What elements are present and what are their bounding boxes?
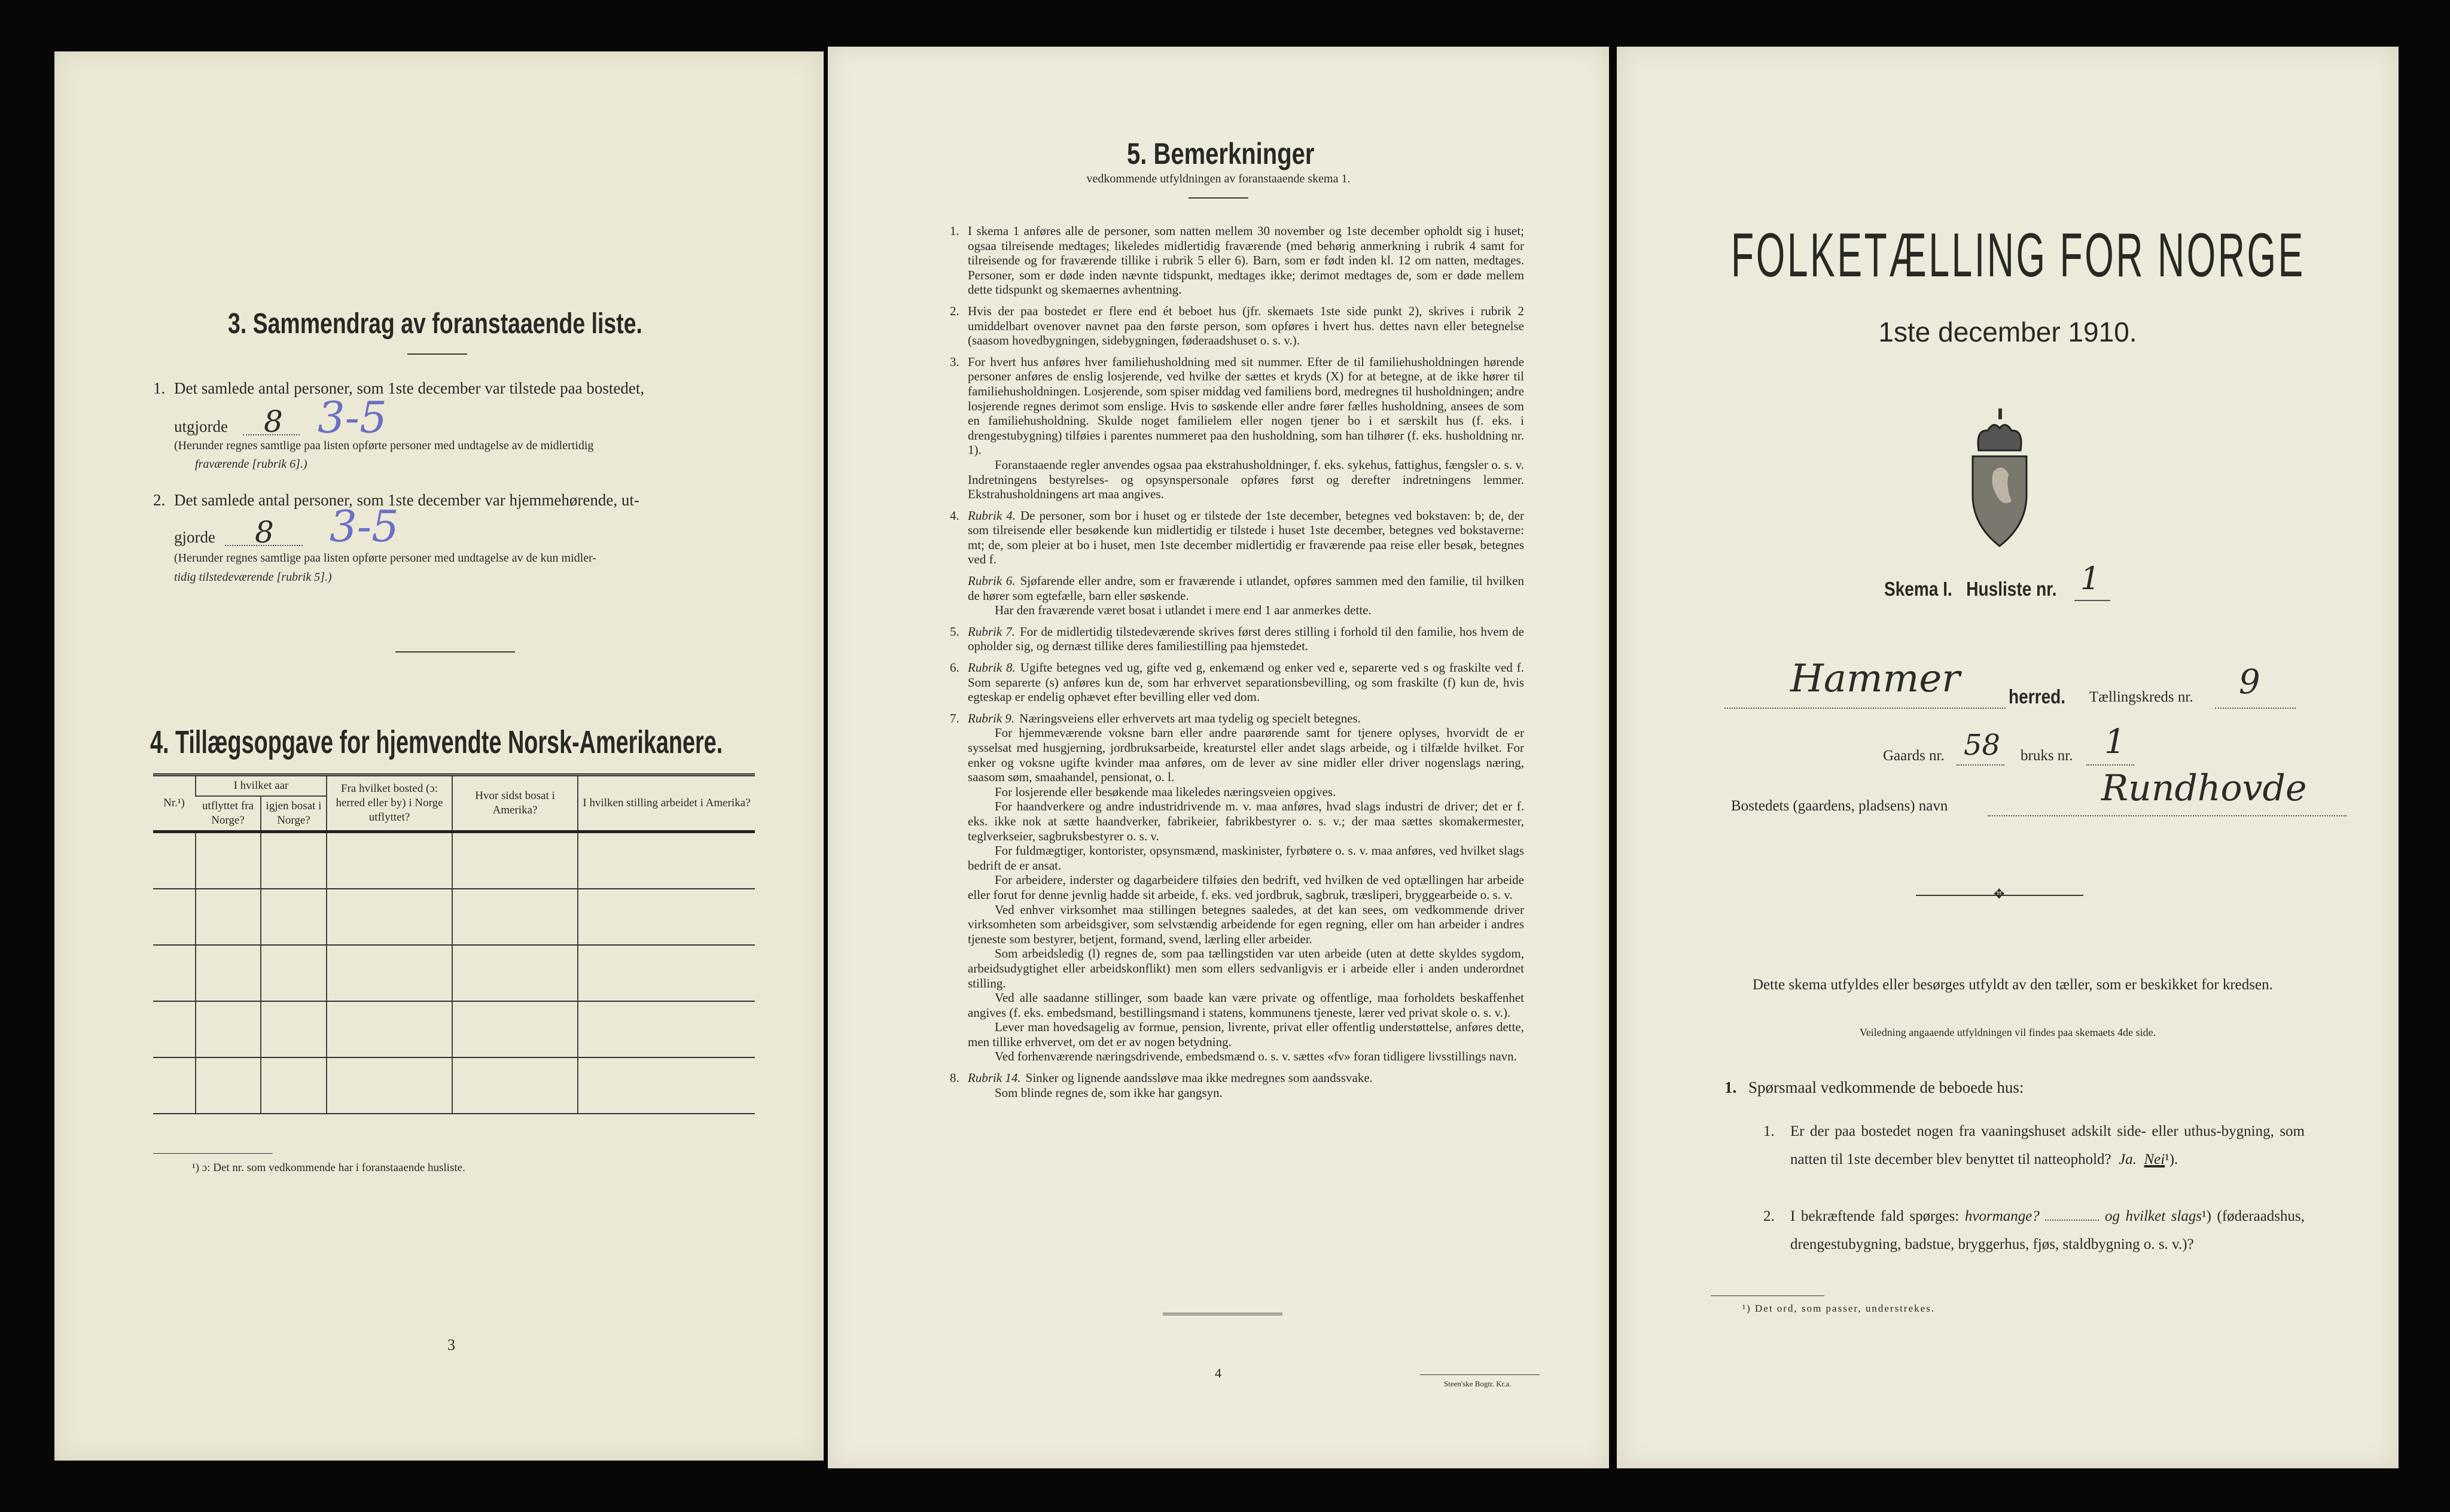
table-row	[153, 889, 755, 945]
table-cell	[196, 1057, 261, 1114]
ornament-icon: ✥	[1994, 886, 2005, 901]
table-row	[153, 1001, 755, 1057]
item2-correction: 3-5	[330, 501, 399, 551]
herred-value: Hammer	[1790, 657, 1960, 701]
remark-rubrik: Rubrik 8.	[968, 660, 1016, 675]
table-cell	[261, 889, 327, 945]
table-cell	[153, 1057, 196, 1114]
remark-text	[968, 990, 1524, 1020]
husliste-label: Husliste nr.	[1966, 578, 2057, 600]
remark-text	[968, 946, 1524, 990]
q1-ja: Ja.	[2119, 1151, 2137, 1167]
table-cell	[578, 945, 755, 1001]
item1-label: utgjorde	[174, 417, 228, 435]
section1-heading: Spørsmaal vedkommende de beboede hus:	[1748, 1078, 2024, 1096]
q1-number: 1.	[1763, 1123, 1775, 1139]
table-cell	[261, 1057, 327, 1114]
divider	[395, 651, 515, 653]
herred-line	[1724, 708, 2006, 709]
remark-number: 4.	[950, 508, 959, 523]
remark-body: For arbeidere, inderster og dagarbeidere tilføies den bedrift, ved hvilken de ved optællingen har arbeide eller forut for denne jevnlig hadde sit arbeide, f. eks. ved jordbruk, sagbruk, træsliperi, bryggearbeide o. s. v.	[968, 873, 1524, 902]
table-cell	[452, 1001, 578, 1057]
remark-text	[968, 458, 1524, 502]
remark-rubrik: Rubrik 14.	[968, 1071, 1021, 1086]
remark-rubrik: Rubrik 6.	[968, 574, 1016, 589]
item1-note-2: fraværende [rubrik 6].)	[195, 458, 307, 471]
footnote-rule	[153, 1153, 273, 1154]
remark-item	[950, 304, 1524, 348]
remark-text	[968, 1049, 1524, 1064]
printer-rule	[1420, 1374, 1540, 1375]
page-right	[1617, 47, 2399, 1468]
table-row	[153, 1057, 755, 1114]
kreds-line	[2215, 708, 2296, 709]
gaards-value: 58	[1964, 728, 2001, 762]
q1-nei-underlined: Nei	[2144, 1151, 2165, 1167]
remark-number: 3.	[950, 354, 959, 369]
coat-of-arms-icon	[1970, 406, 2030, 549]
item2-note-1: (Herunder regnes samtlige paa listen opførte personer med undtagelse av de kun midler-	[174, 551, 597, 565]
remark-body: Ved alle saadanne stillinger, som baade kan være private og offentlige, maa forholdets beskaffenhet angives (f. eks. embedsmand, bestillingsmand i statens, kommunens tjeneste, lærer ved privat skole o. s. v.).	[968, 990, 1524, 1020]
q2-fill-line	[2045, 1220, 2099, 1221]
footnote-rule	[1711, 1295, 1824, 1296]
item1-note-1: (Herunder regnes samtlige paa listen opførte personer med undtagelse av de midlertidig	[174, 439, 594, 452]
col-where: Hvor sidst bosat i Amerika?	[452, 775, 578, 832]
section3-heading: 3. Sammendrag av foranstaaende liste.	[228, 308, 642, 340]
remark-item	[950, 624, 1524, 654]
remark-body: For hvert hus anføres hver familiehusholdning med sit nummer. Efter de til familiehusholdningen hørende personer anføres de enslig losjerende, ved hvilke der sættes et kryds (X) for at betegne, at de ikke hører til familiehusholdningen. Losjerende, som spiser middag ved familiens bord, medregnes til husholdningen; andre losjerende regnes derimot som enslige. Hvis to søskende eller andre fører fælles husholdning, ansees de som en familiehusholdning. Skulde noget familielem eller nogen tjener bo i et særskilt hus (f. eks. i drengestubygning) tilføies i parentes nummeret paa den husholdning, som han tilhører (f. eks. husholdning nr. 1).	[968, 354, 1524, 458]
table-cell	[153, 1001, 196, 1057]
kreds-label: Tællingskreds nr.	[2089, 689, 2193, 705]
remark-item	[950, 725, 1524, 784]
remark-rubrik: Rubrik 4.	[968, 508, 1016, 523]
remark-body: For fuldmægtiger, kontorister, opsynsmænd, maskinister, fyrbøtere o. s. v. maa anføres, ved hvilket slags bedrift de er ansat.	[968, 843, 1524, 873]
table-cell	[578, 832, 755, 889]
remark-item	[950, 990, 1524, 1020]
remark-item	[950, 508, 1524, 567]
remark-text	[968, 355, 1524, 458]
item1-value: 8	[264, 404, 283, 439]
divider	[1189, 197, 1248, 199]
remark-body: For losjerende eller besøkende maa likeledes næringsveien opgives.	[995, 784, 1336, 799]
table-row	[153, 832, 755, 889]
bosted-line	[1988, 815, 2347, 816]
census-title: FOLKETÆLLING FOR NORGE	[1731, 221, 2305, 290]
remark-item	[950, 224, 1524, 297]
table-cell	[327, 945, 452, 1001]
table-cell	[196, 889, 261, 945]
remark-text	[968, 785, 1524, 800]
remark-item	[950, 785, 1524, 800]
table-cell	[153, 945, 196, 1001]
remarks-subheading: vedkommende utfyldningen av foranstaaende skema 1.	[1086, 172, 1351, 185]
husliste-value: 1	[2080, 561, 2101, 597]
table-cell	[327, 832, 452, 889]
table-cell	[578, 1001, 755, 1057]
remark-text	[968, 725, 1524, 784]
remark-item	[950, 1020, 1524, 1049]
table-cell	[261, 832, 327, 889]
husliste-line	[2074, 600, 2110, 601]
herred-label: herred.	[2009, 685, 2066, 708]
col-position: I hvilken stilling arbeidet i Amerika?	[578, 775, 755, 832]
page-number: 4	[1215, 1365, 1221, 1380]
col-from: Fra hvilket bosted (ɔ: herred eller by) i Norge utflyttet?	[327, 775, 452, 832]
remark-item	[950, 458, 1524, 502]
remark-body: Som blinde regnes de, som ikke har gangsyn.	[995, 1085, 1223, 1100]
item1-number: 1.	[153, 379, 166, 397]
item2-value: 8	[255, 515, 274, 550]
item1-text: Det samlede antal personer, som 1ste december var tilstede paa bostedet,	[174, 379, 645, 397]
remark-text	[968, 1086, 1524, 1101]
table-cell	[196, 1001, 261, 1057]
remark-number: 7.	[950, 711, 959, 725]
remark-text	[968, 603, 1524, 618]
q1	[1790, 1117, 2305, 1173]
remark-item	[950, 903, 1524, 947]
remark-text	[968, 574, 1524, 603]
remark-text	[968, 799, 1524, 843]
bruks-label: bruks nr.	[2021, 748, 2073, 764]
item2-text: Det samlede antal personer, som 1ste december var hjemmehørende, ut-	[174, 491, 639, 509]
gaards-label: Gaards nr.	[1883, 748, 1945, 764]
table-footnote: ¹) ɔ: Det nr. som vedkommende har i foranstaaende husliste.	[192, 1162, 465, 1174]
remark-text	[968, 873, 1524, 902]
remark-text	[968, 711, 1361, 725]
remark-item	[950, 574, 1524, 603]
table-cell	[327, 889, 452, 945]
table-row	[153, 945, 755, 1001]
remark-body: Lever man hovedsagelig av formue, pension, livrente, privat eller offentlig understøttelse, anføres dette, men tillike erhvervet, om det er av nogen betydning.	[968, 1020, 1524, 1049]
remark-text	[968, 843, 1524, 873]
remark-body: De personer, som bor i huset og er tilstede der 1ste december, betegnes ved bokstaven: b; de, der som tilreisende eller besøkende kun midlertidig er tilstede i huset 1ste december, betegnes ved bokstaverne: mt; de, som pleier at bo i huset, men 1ste december midlertidig er fraværende paa reise eller besøk, betegnes ved f.	[968, 508, 1524, 567]
remark-item	[950, 843, 1524, 873]
col-emigrated: utflyttet fra Norge?	[196, 796, 261, 832]
remark-number: 1.	[950, 224, 959, 238]
table-cell	[327, 1057, 452, 1114]
remark-rubrik: Rubrik 7.	[968, 624, 1016, 639]
table-cell	[452, 1057, 578, 1114]
remark-body: For de midlertidig tilstedeværende skrives først deres stilling i forhold til den familie, hos hvem de opholder sig, og dernæst tillike deres familiestilling paa hjemstedet.	[968, 624, 1524, 654]
q2-text-a: I bekræftende fald spørges:	[1790, 1208, 1960, 1224]
remark-body: Foranstaaende regler anvendes ogsaa paa ekstrahusholdninger, f. eks. sykehus, fattighus, fængsler o. s. v. Indretningens bestyrelses- og opsynspersonale opføres først og derefter indretningens lemmer. Ekstrahusholdningens art maa angives.	[968, 457, 1524, 502]
remark-item	[950, 873, 1524, 902]
q2-italic-b: og hvilket slags	[2104, 1208, 2202, 1224]
remark-text	[968, 304, 1524, 347]
remark-body: Sinker og lignende aandssløve maa ikke medregnes som aandssvake.	[1025, 1071, 1373, 1086]
remarks-body	[950, 217, 1524, 1100]
table-cell	[578, 1057, 755, 1114]
bruks-value: 1	[2104, 723, 2126, 761]
q1-text: Er der paa bostedet nogen fra vaaningshuset adskilt side- eller uthus-bygning, som natten til 1ste december blev benyttet til natteophold?	[1790, 1123, 2305, 1167]
remark-item	[950, 1049, 1524, 1064]
table-cell	[452, 832, 578, 889]
remark-item	[950, 799, 1524, 843]
remark-item	[950, 711, 1524, 726]
remark-text	[968, 903, 1524, 947]
remark-number: 2.	[950, 303, 959, 318]
q2	[1790, 1202, 2305, 1258]
remark-item	[950, 603, 1524, 618]
q2-number: 2.	[1763, 1208, 1775, 1224]
table-cell	[452, 945, 578, 1001]
remark-item	[950, 1086, 1524, 1101]
remark-text	[968, 224, 1524, 297]
table-cell	[196, 832, 261, 889]
kreds-value: 9	[2239, 663, 2260, 702]
q2-text-b: ¹) (føderaadshus, drengestubygning, badstue, bryggerhus, fjøs, staldbygning o. s. v.)?	[1790, 1208, 2305, 1252]
remark-number: 6.	[950, 660, 959, 675]
bosted-label: Bostedets (gaardens, pladsens) navn	[1731, 798, 1948, 814]
remark-item	[950, 355, 1524, 458]
table-cell	[261, 945, 327, 1001]
remark-text	[968, 1071, 1373, 1085]
item2-number: 2.	[153, 491, 166, 509]
footnote: ¹) Det ord, som passer, understrekes.	[1742, 1303, 1936, 1314]
item2-label: gjorde	[174, 528, 215, 546]
census-date: 1ste december 1910.	[1878, 316, 2137, 347]
table-cell	[153, 889, 196, 945]
remark-number: 5.	[950, 624, 959, 639]
page-left	[54, 51, 824, 1461]
table-cell	[578, 889, 755, 945]
bruks-line	[2086, 764, 2134, 766]
q2-italic-a: hvormange?	[1964, 1208, 2040, 1224]
remark-body: For hjemmeværende voksne barn eller andre paarørende samt for tjenere oplyses, hvorvidt de er sysselsat med husgjerning, jordbruksarbeide, kreaturstel eller andet slags arbeide, og i tilfælde hvilket. For enker og voksne ugifte kvinder maa anføres, om de lever av sine midler eller driver nogenslags næring, saasom søm, smaahandel, pensionat, o. l.	[968, 725, 1524, 785]
page-number: 3	[447, 1336, 455, 1354]
remark-text	[968, 508, 1524, 567]
remark-body: Hvis der paa bostedet er flere end ét beboet hus (jfr. skemaets 1ste side punkt 2), skrives i rubrik 2 umiddelbart ovenover navnet paa den første person, som opføres i hvert hus. dettes navn eller betegnelse (saasom hovedbygningen, sidebygningen, føderaadshuset o. s. v.).	[968, 303, 1524, 348]
q1-suffix: ¹).	[2165, 1151, 2178, 1167]
table-cell	[153, 832, 196, 889]
guidance-text: Veiledning angaaende utfyldningen vil findes paa skemaets 4de side.	[1859, 1026, 2156, 1038]
remark-body: Har den fraværende været bosat i utlandet i mere end 1 aar anmerkes dette.	[995, 603, 1372, 618]
remark-item	[950, 660, 1524, 705]
item1-correction: 3-5	[318, 392, 387, 443]
remark-body: Ugifte betegnes ved ug, gifte ved g, enkemænd og enker ved e, separerte ved s og fraskilte ved f. Som separerte (s) anføres kun de, som har erhvervet separationsbevilling, og som fraskilte (f) kun de, hvis egteskap er endelig ophævet efter bevilling eller ved dom.	[968, 660, 1525, 705]
skema-label	[1884, 578, 2056, 600]
col-returned: igjen bosat i Norge?	[261, 796, 327, 832]
gaards-line	[1957, 764, 2004, 766]
remark-text	[968, 624, 1524, 654]
remark-body: Næringsveiens eller erhvervets art maa tydelig og specielt betegnes.	[1019, 711, 1361, 725]
item2-note-2: tidig tilstedeværende [rubrik 5].)	[174, 571, 332, 584]
remark-text	[968, 1020, 1524, 1049]
bosted-value: Rundhovde	[2101, 767, 2307, 809]
table-cell	[196, 945, 261, 1001]
remark-body: Ved enhver virksomhet maa stillingen betegnes saaledes, at det kan sees, om vedkommende driver virksomheten som arbeidsgiver, som selvstændig arbeidende for egen regning, eller om han arbeider i andres tjeneste som bestyrer, betjent, formand, svend, lærling eller arbeider.	[968, 902, 1524, 946]
remark-body: Som arbeidsledig (l) regnes de, som paa tællingstiden var uten arbeide (uten at dette skyldes sygdom, arbeidsudygtighet eller arbeidskonflikt) men som ellers sedvanligvis er i arbeide eller i anden underordnet stilling.	[968, 946, 1524, 990]
col-group-year: I hvilket aar	[196, 775, 327, 797]
table-cell	[452, 889, 578, 945]
intro-text: Dette skema utfyldes eller besørges utfyldt av den tæller, som er beskikket for kredsen.	[1753, 977, 2273, 993]
section1-number: 1.	[1724, 1078, 1737, 1096]
divider	[1163, 1313, 1282, 1315]
remark-body: Sjøfarende eller andre, som er fraværende i utlandet, opføres sammen med den familie, til hvilken de hører som egtefælle, barn eller søskende.	[968, 574, 1524, 603]
remark-number: 8.	[950, 1071, 959, 1086]
printer-imprint: Steen'ske Bogtr. Kr.a.	[1444, 1379, 1512, 1388]
table-cell	[261, 1001, 327, 1057]
remark-item	[950, 1071, 1524, 1086]
remark-text	[968, 660, 1524, 704]
col-nr: Nr.¹)	[153, 775, 196, 832]
remark-item	[950, 946, 1524, 990]
remark-body: I skema 1 anføres alle de personer, som natten mellem 30 november og 1ste december opholdt sig i huset; ogsaa tilreisende medtages; likeledes midlertidig fraværende (med behørig anmerkning i rubrik 4 samt for tilreisende og for fraværende tillike i rubrik 5 eller 6). Barn, som er født inden kl. 12 om natten, medtages. Personer, som er døde inden nævnte tidspunkt, medtages ikke; derimot medtages de, som er døde mellem dette tidspunkt og skemaernes avhentning.	[968, 224, 1524, 297]
section4-heading: 4. Tillægsopgave for hjemvendte Norsk-Amerikanere.	[150, 724, 723, 760]
remark-body: For haandverkere og andre industridrivende m. v. maa anføres, hvad slags industri de driver; det er f. eks. ikke nok at sætte haandverker, fabrikeier, fabrikbestyrer o. s. v.; der maa sættes skomakermester, teglverkseier, sagbruksbestyrer o. s. v.	[968, 799, 1524, 843]
remark-rubrik: Rubrik 9.	[968, 711, 1015, 725]
norsk-amerikanere-table	[153, 773, 755, 1114]
page-middle	[828, 47, 1609, 1468]
skema-number: Skema I.	[1884, 578, 1952, 600]
remarks-heading: 5. Bemerkninger	[1127, 137, 1315, 170]
table-cell	[327, 1001, 452, 1057]
divider	[407, 353, 467, 355]
remark-body: Ved forhenværende næringsdrivende, embedsmænd o. s. v. sættes «fv» foran tidligere livsstillings navn.	[995, 1049, 1517, 1064]
